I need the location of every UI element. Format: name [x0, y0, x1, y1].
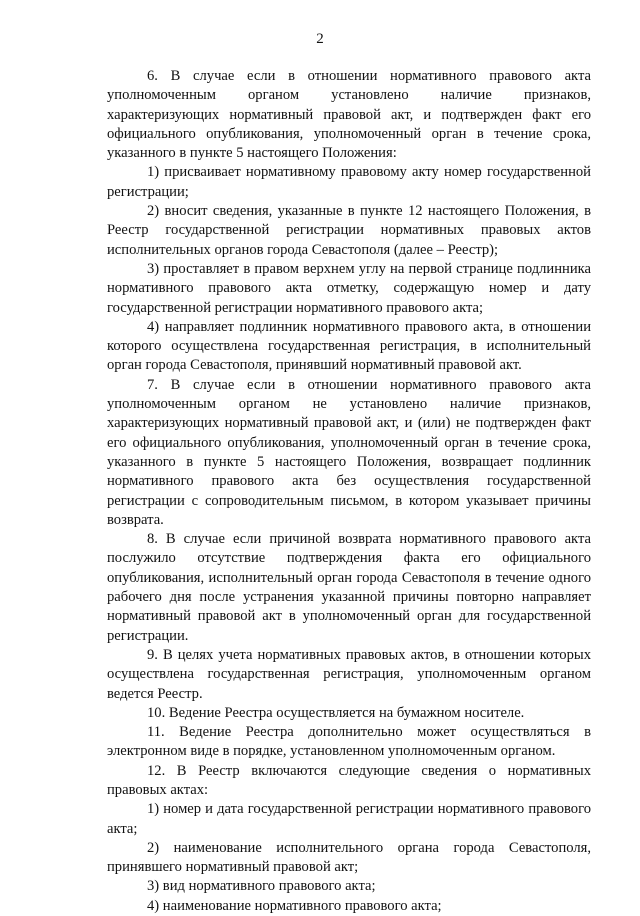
- paragraph-6-item-1: 1) присваивает нормативному правовому акту номер государственной регистрации;: [107, 164, 591, 200]
- page-number: 2: [316, 31, 324, 47]
- paragraph-10: 10. Ведение Реестра осуществляется на бумажном носителе.: [147, 704, 525, 721]
- paragraph-6: 6. В случае если в отношении нормативного правового акта уполномоченным органом установлено наличие признаков, характеризующих нормативный правовой акт, и подтвержден факт его официального опубликования, уполномоченный орган в течение срока, указанного в пункте 5 настоящего Положения:: [107, 68, 591, 162]
- paragraph-9: 9. В целях учета нормативных правовых актов, в отношении которых осуществлена государственная регистрация, уполномоченным органом ведется Реестр.: [107, 646, 591, 702]
- paragraph-12-item-2: 2) наименование исполнительного органа города Севастополя, принявшего нормативный правовой акт;: [107, 839, 591, 876]
- paragraph-12-item-4: 4) наименование нормативного правового акта;: [147, 897, 442, 914]
- document-body: [107, 67, 591, 916]
- paragraph-12-item-1: 1) номер и дата государственной регистрации нормативного правового акта;: [107, 801, 591, 837]
- paragraph-6-item-2: 2) вносит сведения, указанные в пункте 12 настоящего Положения, в Реестр государственной регистрации нормативных правовых актов исполнительных органов города Севастополя (далее – Реестр);: [107, 203, 591, 258]
- paragraph-8: 8. В случае если причиной возврата нормативного правового акта послужило отсутствие подтверждения факта его официального опубликования, исполнительный орган города Севастополя в течение одного рабочего дня после устранения указанной причины повторно направляет нормативный правовой акт в уполномоченный орган для государственной регистрации.: [107, 531, 591, 644]
- paragraph-6-item-3: 3) проставляет в правом верхнем углу на первой странице подлинника нормативного правового акта отметку, содержащую номер и дату государственной регистрации нормативного правового акта;: [107, 260, 591, 316]
- paragraph-12-item-3: 3) вид нормативного правового акта;: [147, 878, 376, 895]
- paragraph-6-item-4: 4) направляет подлинник нормативного правового акта, в отношении которого осуществлена государственная регистрация, в исполнительный орган города Севастополя, принявший нормативный правовой акт.: [107, 318, 591, 374]
- paragraph-11: 11. Ведение Реестра дополнительно может осуществляться в электронном виде в порядке, установленном уполномоченным органом.: [107, 724, 591, 760]
- paragraph-12: 12. В Реестр включаются следующие сведения о нормативных правовых актах:: [107, 762, 591, 798]
- paragraph-7: 7. В случае если в отношении нормативного правового акта уполномоченным органом не установлено наличие признаков, характеризующих нормативный правовой акт, и (или) не подтвержден факт его официального опубликования, уполномоченный орган в течение срока, указанного в пункте 5 настоящего Положения, возвращает подлинник нормативного правового акта без осуществления государственной регистрации с сопроводительным письмом, в котором указывает причины возврата.: [107, 376, 591, 528]
